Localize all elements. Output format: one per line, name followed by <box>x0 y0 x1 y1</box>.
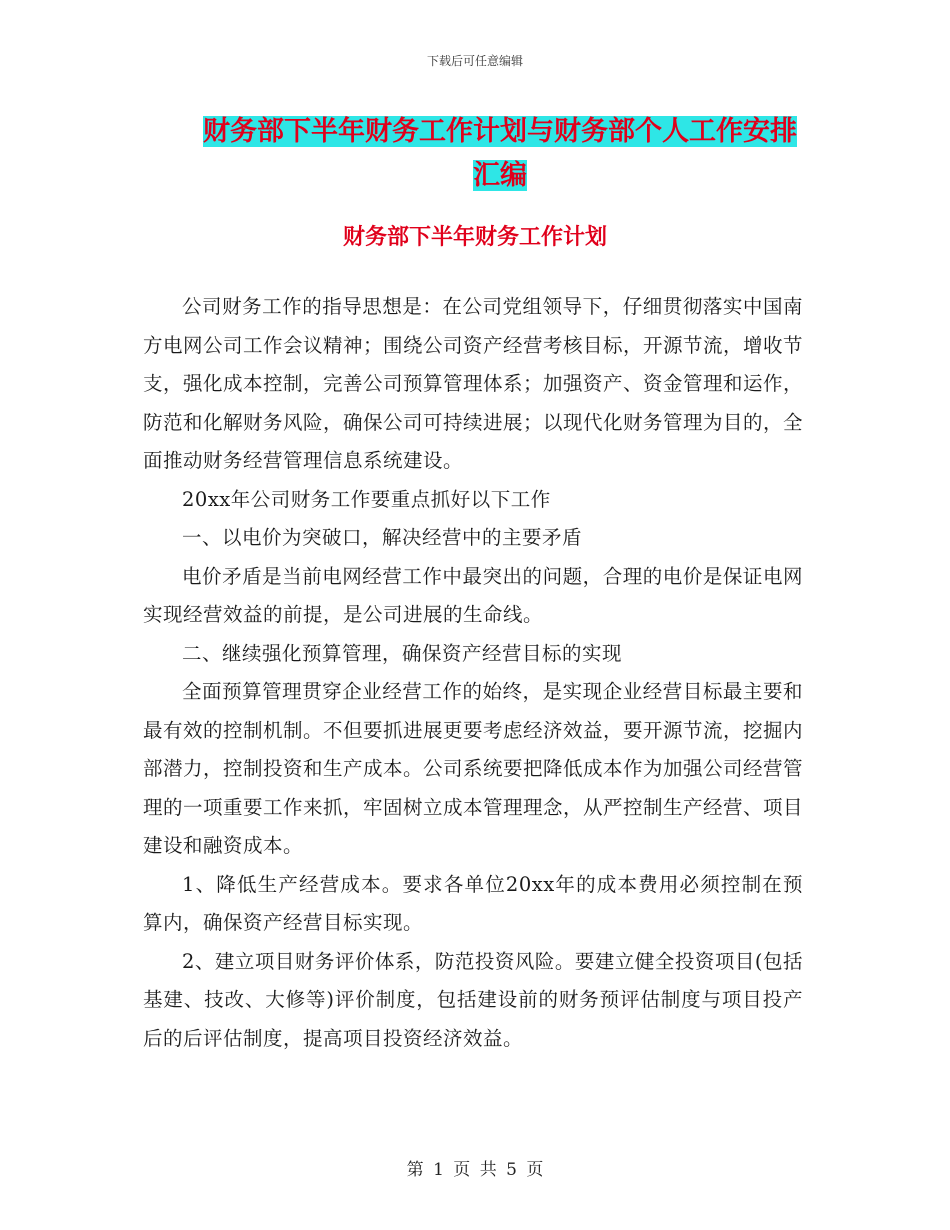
section-title: 财务部下半年财务工作计划 <box>342 225 607 250</box>
page-number: 第 1 页 共 5 页 <box>406 1160 544 1180</box>
document-title-text: 财务部下半年财务工作计划与财务部个人工作安排汇编 <box>203 116 797 191</box>
paragraph: 20xx年公司财务工作要重点抓好以下工作 <box>182 487 551 511</box>
paragraph: 电价矛盾是当前电网经营工作中最突出的问题，合理的电价是保证电网实现经营效益的前提，是公司进展的生命线。 <box>143 564 803 626</box>
paragraph: 全面预算管理贯穿企业经营工作的始终，是实现企业经营目标最主要和最有效的控制机制。不但要抓进展更要考虑经济效益，要开源节流，挖掘内部潜力，控制投资和生产成本。公司系统要把降低成本作为加强公司经营管理的一项重要工作来抓，牢固树立成本管理理念，从严控制生产经营、项目建设和融资成本。 <box>143 680 804 857</box>
paragraph: 一、以电价为突破口，解决经营中的主要矛盾 <box>182 526 583 549</box>
document-title <box>195 110 805 198</box>
paragraph: 2、建立项目财务评价体系，防范投资风险。要建立健全投资项目(包括基建、技改、大修等)评价制度，包括建设前的财务预评估制度与项目投产后的后评估制度，提高项目投资经济效益。 <box>143 949 804 1050</box>
body-text <box>143 288 803 1058</box>
paragraph: 二、继续强化预算管理，确保资产经营目标的实现 <box>182 641 623 665</box>
paragraph: 1、降低生产经营成本。要求各单位20xx年的成本费用必须控制在预算内，确保资产经营目标实现。 <box>143 872 803 934</box>
paragraph: 公司财务工作的指导思想是：在公司党组领导下，仔细贯彻落实中国南方电网公司工作会议精神；围绕公司资产经营考核目标，开源节流，增收节支，强化成本控制，完善公司预算管理体系；加强资产、资金管理和运作，防范和化解财务风险，确保公司可持续进展；以现代化财务管理为目的，全面推动财务经营管理信息系统建设。 <box>143 295 804 472</box>
page-header-note: 下载后可任意编辑 <box>426 54 523 68</box>
